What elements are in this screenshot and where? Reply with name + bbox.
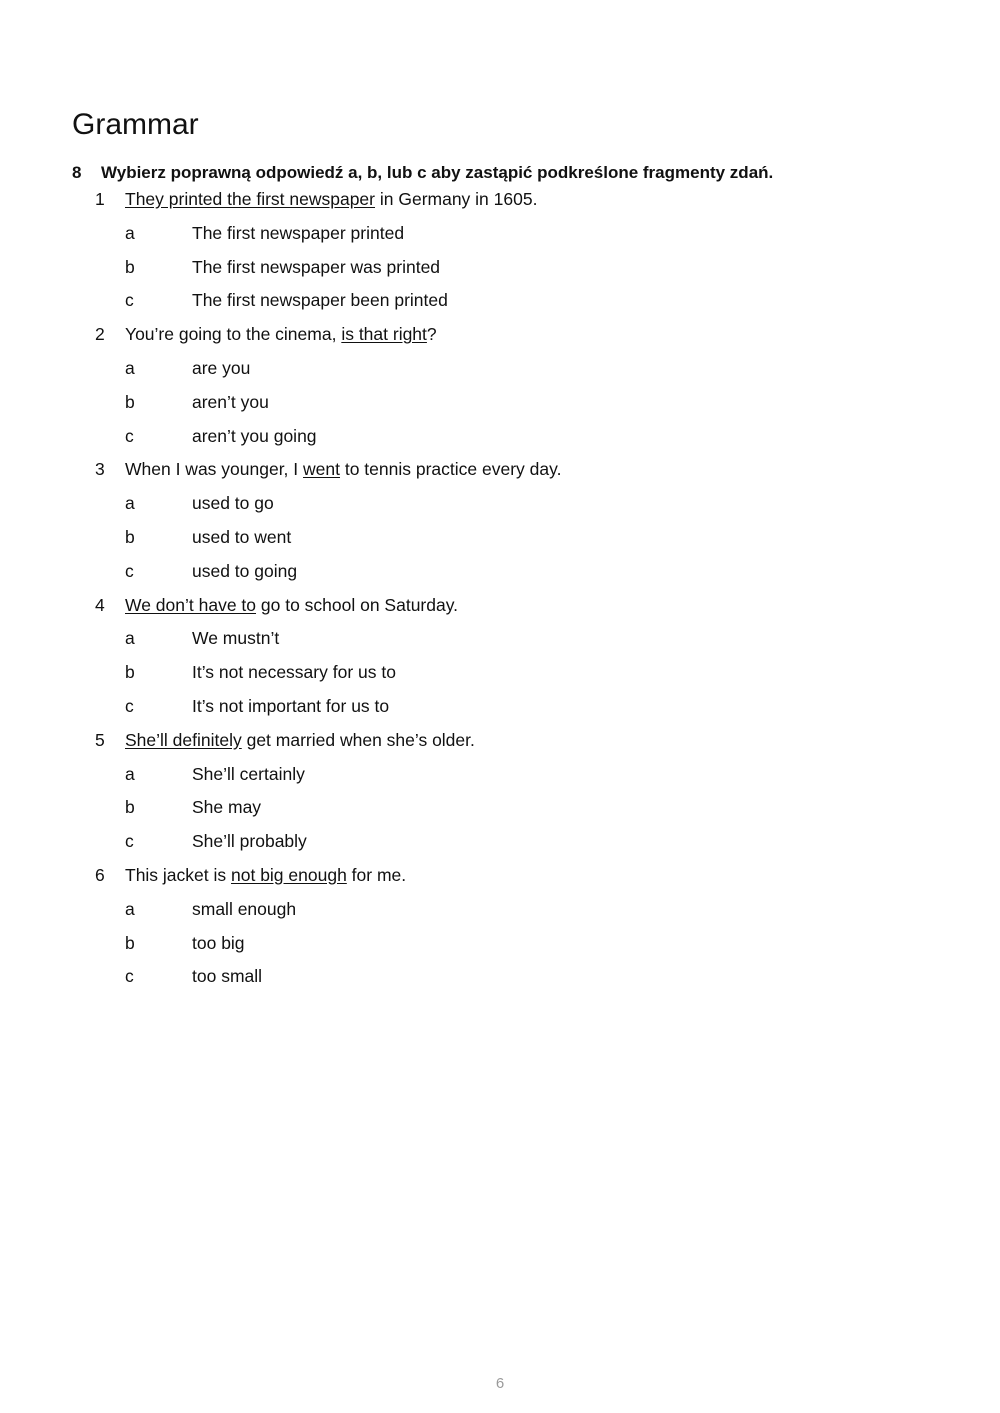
- option-letter: b: [125, 391, 135, 412]
- option-text: It’s not necessary for us to: [192, 662, 396, 683]
- stem-after: in Germany in 1605.: [375, 189, 538, 209]
- stem-after: go to school on Saturday.: [256, 594, 459, 615]
- option-text: She may: [192, 797, 262, 818]
- option-letter: c: [125, 560, 134, 581]
- option-letter: a: [125, 628, 135, 649]
- option-text: used to go: [192, 493, 274, 514]
- option-text: small enough: [192, 898, 297, 919]
- question-number: 5: [95, 729, 105, 750]
- option-b[interactable]: [95, 389, 955, 415]
- stem-before: This jacket is: [125, 864, 231, 885]
- option-a[interactable]: [95, 220, 955, 246]
- underlined-fragment: They printed the first newspaper: [125, 189, 375, 209]
- question-1: [95, 186, 955, 313]
- exercise-number: 8: [72, 163, 82, 182]
- option-letter: a: [125, 493, 135, 514]
- question-5: [95, 727, 955, 854]
- question-number: 4: [95, 594, 105, 615]
- exercise-instruction: [72, 162, 773, 184]
- option-c[interactable]: [95, 423, 955, 449]
- question-3: [95, 456, 955, 583]
- stem-before: When I was younger, I: [125, 459, 304, 480]
- option-letter: b: [125, 932, 135, 953]
- question-number: 6: [95, 864, 105, 885]
- stem-before: You’re going to the cinema,: [125, 324, 342, 345]
- question-list: [95, 186, 955, 989]
- question-stem: [95, 727, 955, 753]
- option-text: We mustn’t: [192, 628, 280, 649]
- underlined-fragment: not big enough: [231, 864, 347, 885]
- option-text: aren’t you going: [192, 425, 317, 446]
- option-c[interactable]: [95, 963, 955, 989]
- page-number: 6: [495, 1375, 505, 1392]
- option-c[interactable]: [95, 558, 955, 584]
- question-stem: [95, 186, 955, 212]
- option-b[interactable]: [95, 794, 955, 820]
- option-text: The first newspaper printed: [192, 222, 405, 243]
- question-number: 2: [95, 324, 105, 345]
- question-stem: [95, 456, 955, 482]
- option-c[interactable]: [95, 828, 955, 854]
- option-a[interactable]: [95, 761, 955, 787]
- option-text: The first newspaper been printed: [192, 290, 448, 311]
- option-text: She’ll certainly: [192, 763, 305, 784]
- underlined-fragment: She’ll definitely: [125, 729, 242, 750]
- option-text: used to went: [192, 526, 292, 547]
- underlined-fragment: is that right: [341, 324, 427, 345]
- option-text: She’ll probably: [192, 831, 307, 852]
- option-letter: a: [125, 763, 135, 784]
- option-b[interactable]: [95, 254, 955, 280]
- option-a[interactable]: [95, 625, 955, 651]
- question-2: [95, 321, 955, 448]
- option-a[interactable]: [95, 490, 955, 516]
- option-text: aren’t you: [192, 391, 269, 412]
- question-6: [95, 862, 955, 989]
- option-text: It’s not important for us to: [192, 695, 390, 716]
- option-letter: a: [125, 357, 135, 378]
- stem-after: get married when she’s older.: [241, 729, 475, 750]
- option-c[interactable]: [95, 287, 955, 313]
- question-stem: [95, 321, 955, 347]
- option-letter: b: [125, 662, 135, 683]
- option-letter: c: [125, 695, 134, 716]
- option-c[interactable]: [95, 693, 955, 719]
- stem-after: to tennis practice every day.: [339, 459, 562, 480]
- underlined-fragment: We don’t have to: [125, 594, 257, 615]
- option-a[interactable]: [95, 896, 955, 922]
- stem-after: ?: [426, 324, 437, 345]
- option-a[interactable]: [95, 355, 955, 381]
- question-stem: [95, 862, 955, 888]
- option-letter: b: [125, 256, 135, 277]
- option-letter: c: [125, 966, 134, 987]
- option-text: The first newspaper was printed: [192, 256, 441, 277]
- option-text: are you: [192, 357, 251, 378]
- option-letter: c: [125, 425, 134, 446]
- option-text: too small: [192, 966, 263, 987]
- option-text: used to going: [192, 560, 298, 581]
- option-letter: a: [125, 898, 135, 919]
- question-number: 1: [95, 189, 105, 209]
- underlined-fragment: went: [303, 459, 340, 480]
- option-letter: c: [125, 831, 134, 852]
- stem-after: for me.: [346, 864, 407, 885]
- page-title: Grammar: [72, 108, 199, 141]
- question-number: 3: [95, 459, 105, 480]
- option-b[interactable]: [95, 659, 955, 685]
- option-b[interactable]: [95, 524, 955, 550]
- question-stem: [95, 592, 955, 618]
- option-letter: a: [125, 222, 135, 243]
- option-text: too big: [192, 932, 245, 953]
- option-letter: b: [125, 797, 135, 818]
- option-b[interactable]: [95, 930, 955, 956]
- option-letter: b: [125, 526, 135, 547]
- instruction-text: Wybierz poprawną odpowiedź a, b, lub c aby zastąpić podkreślone fragmenty zdań.: [101, 163, 774, 182]
- question-4: [95, 592, 955, 719]
- option-letter: c: [125, 290, 134, 311]
